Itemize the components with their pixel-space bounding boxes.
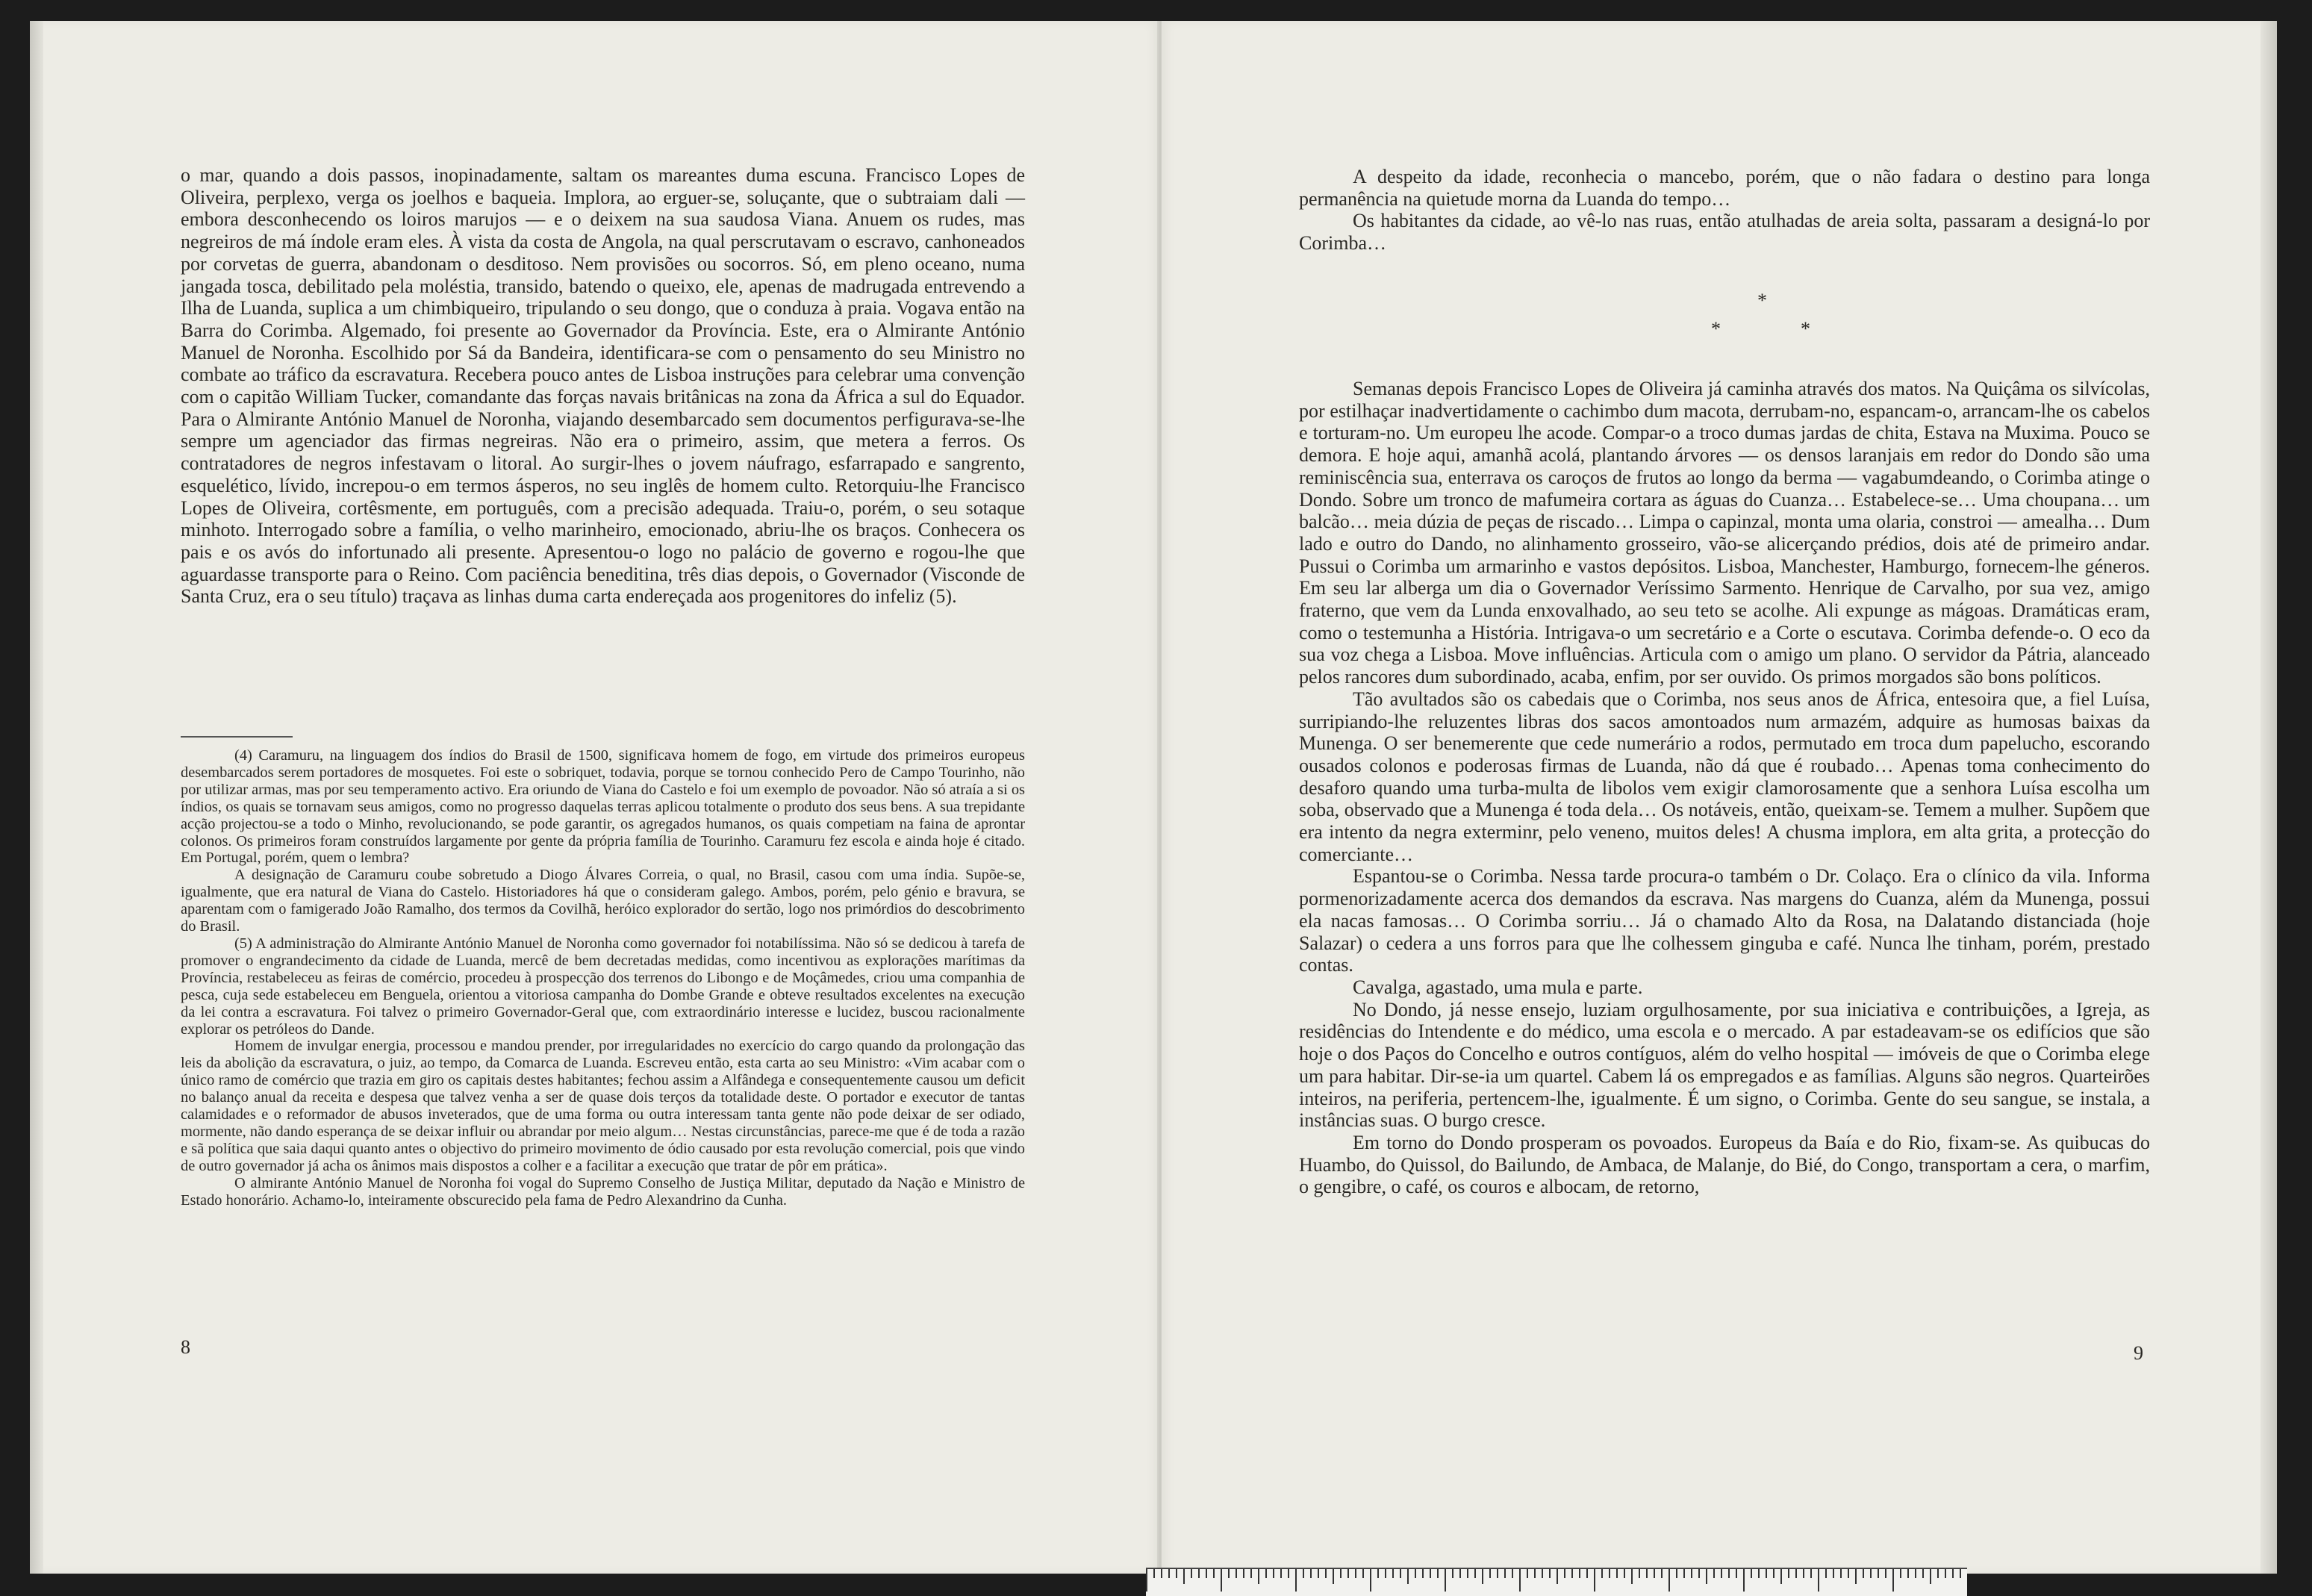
ruler-tick [1176,1569,1177,1578]
ruler-tick [1355,1569,1356,1578]
ruler-tick [1922,1569,1924,1578]
ruler-tick [1183,1569,1185,1584]
ruler-tick [1430,1569,1431,1578]
ruler-tick [1400,1569,1401,1578]
ruler-tick [1213,1569,1215,1578]
ruler-tick [1713,1569,1715,1578]
ruler-tick [1706,1569,1707,1584]
ruler-tick [1236,1569,1237,1578]
ruler-tick [1676,1569,1677,1578]
ruler-tick [1900,1569,1901,1578]
page-edge-left [30,21,43,1574]
ruler-tick [1370,1569,1371,1592]
ruler-tick [1168,1569,1170,1578]
ruler-tick [1795,1569,1797,1578]
ruler-tick [1557,1569,1558,1584]
left-body-text [181,164,1025,608]
ruler-tick [1385,1569,1386,1578]
ruler-tick [1153,1569,1155,1578]
ruler-tick [1191,1569,1192,1578]
ruler-tick [1654,1569,1655,1578]
ruler-tick [1780,1569,1782,1584]
body-paragraph: No Dondo, já nesse ensejo, luziam orgulhosamente, por sua iniciativa e contribuições, a Igreja, as residências do Intendente e do médico, uma escola e o mercado. A par estadeavam-se os edifícios que são hoje o dos Paços do Concelho e outros contíguos, além do velho hospital — imóveis de que o Corimba elege um para habitar. Dir-se-ia um quartel. Cabem lá os empregados e as famílias. Alguns são negros. Quarteirões inteiros, na periferia, pertencem-lhe, igualmente. É um signo, o Corimba. Gente do seu sangue, se instala, a instâncias suas. O burgo cresce. [1299,998,2150,1132]
ruler-tick [1347,1569,1349,1578]
ruler-tick [1407,1569,1409,1584]
ruler-tick [1855,1569,1857,1584]
ruler-tick [1273,1569,1274,1578]
ruler-tick [1721,1569,1722,1578]
footnote-5-paragraph-2: Homem de invulgar energia, processou e mandou prender, por irregularidades no exercício do cargo quando da prolongação das leis da abolição da escravatura, o juiz, ao tempo, da Comarca de Luanda. Escreveu então, esta carta ao seu Ministro: «Vim acabar com o único ramo de comércio que trazia em giro os capitais destes habitantes; fechou assim a Alfândega e consequentemente causou um deficit no balanço anual da receita e despesa que talvez venha a ser de quase dois terços da totalidade deste. O portador e executor de tantas calamidades e o reformador de abusos inveterados, que de uma forma ou outra interessam tanta gente não pode deixar de ser odiado, mormente, não dando esperança de se deixar influir ou abrandar por meio algum… Nestas circunstâncias, parece-me que é de toda a razão e sã política que saia daqui quanto antes o objectivo do primeiro movimento de ódio causado por esta revolução comercial, pois que vindo de outro governador já acha os ânimos mais dispostos a colher e a facilitar a execução que tratar de pôr em prática». [181,1038,1025,1174]
ruler-tick [1422,1569,1424,1578]
ruler-tick [1691,1569,1692,1578]
ruler-tick [1840,1569,1842,1578]
ruler-tick [1258,1569,1259,1584]
ruler-tick [1945,1569,1946,1578]
ruler-tick [1736,1569,1737,1578]
ruler-tick [1362,1569,1364,1578]
ruler-tick [1810,1569,1812,1578]
ruler-tick [1616,1569,1618,1578]
body-paragraph: Cavalga, agastado, uma mula e parte. [1353,976,1643,998]
footnote-4-continued: A designação de Caramuru coube sobretudo a Diogo Álvares Correia, o qual, no Brasil, casou com uma índia. Supõe-se, igualmente, que era natural de Viana do Castelo. Historiadores há que o consideram galego. Ambos, porém, pelo génio e bravura, se aparentam com o famigerado João Ramalho, dos termos da Covilhã, heróico explorador do sertão, logo nos primórdios do descobrimento do Brasil. [181,867,1025,935]
ruler-tick [1318,1569,1319,1578]
ruler-tick [1952,1569,1954,1578]
ruler-tick [1415,1569,1416,1578]
ruler-tick [1504,1569,1506,1578]
ruler-tick [1459,1569,1461,1578]
ruler-tick [1788,1569,1789,1578]
ruler-tick [1668,1569,1670,1592]
intro-paragraph: A despeito da idade, reconhecia o mancebo, porém, que o não fadara o destino para longa permanência na quietude morna da Luanda do tempo… [1299,166,2150,210]
ruler-tick [1885,1569,1886,1578]
ruler-tick [1766,1569,1767,1578]
separator-asterisk: * [1757,290,1767,311]
footnote-4: (4) Caramuru, na linguagem dos índios do Brasil de 1500, significava homem de fogo, em virtude dos primeiros europeus desembarcados serem portadores de mosquetes. Foi este o sobriquet, todavia, porque se tornou conhecido Pero de Campo Tourinho, não por utilizar armas, mas por seu temperamento activo. Era oriundo de Viana do Castelo e foi um exemplo de povoador. Não só atraía a si os índios, os quais se tornavam seus amigos, como no progresso daquelas terras aplicou totalmente o produto dos seus bens. A sua trepidante acção projectou-se a todo o Minho, revolucionando, se pode garantir, os agregados humanos, os quais competiam na faina de aprontar colonos. Os primeiros foram construídos largamente por gente da própria família de Tourinho. Caramuru fez escola e ainda hoje é citado. Em Portugal, porém, quem o lembra? [181,747,1025,867]
ruler-tick [1915,1569,1916,1578]
ruler-tick [1280,1569,1282,1578]
ruler-tick [1146,1569,1147,1592]
ruler-tick [1482,1569,1483,1584]
ruler-tick [1489,1569,1491,1578]
ruler-tick [1818,1569,1819,1592]
ruler-tick [1310,1569,1312,1578]
body-paragraph: Tão avultados são os cabedais que o Corimba, nos seus anos de África, entesoira que, a fiel Luísa, surripiando-lhe reluzentes libras dos sacos amontoados num armazém, adquire as humosas baixas da Munenga. O ser benemerente que cede numerário a rodos, permutado em troca dum papelucho, escorando ousados colonos e poderosas firmas de Luanda, não dá que é roubado… Apenas toma conhecimento do desaforo quando uma turba-multa de libolos vem exigir clamorosamente que a senhora Luísa escolha um soba, observado que a Munenga é toda dela… Os notáveis, então, queixam-se. Temem a mulher. Supõem que era intento da negra exterminr, pelo veneno, muitos deles! A chusma implora, em alta grita, a protecção do comerciante… [1299,688,2150,865]
ruler-tick [1228,1569,1230,1578]
ruler-tick [1698,1569,1700,1578]
ruler-tick [1250,1569,1252,1578]
ruler-tick [1542,1569,1543,1578]
ruler-tick [1758,1569,1760,1578]
ruler-tick [1340,1569,1342,1578]
ruler-tick [1892,1569,1894,1592]
ruler-tick [1512,1569,1513,1578]
ruler-tick [1295,1569,1297,1592]
ruler-tick [1870,1569,1872,1578]
ruler-tick [1445,1569,1446,1592]
ruler-tick [1325,1569,1327,1578]
ruler-tick [1161,1569,1162,1578]
ruler-tick [1243,1569,1244,1578]
scan-ruler [1146,1568,1967,1596]
separator-asterisk: * [1801,318,1810,340]
page-number-right: 9 [2134,1342,2143,1364]
ruler-tick [1825,1569,1827,1578]
ruler-tick [1631,1569,1633,1584]
footnote-rule [181,736,293,738]
ruler-tick [1728,1569,1730,1578]
ruler-tick [1527,1569,1528,1578]
body-paragraph: o mar, quando a dois passos, inopinadamente, saltam os mareantes duma escuna. Francisco Lopes de Oliveira, perplexo, verga os joelhos e baqueia. Implora, ao erguer-se, soluçante, que o subtraiam dali — embora desconhecendo os loiros marujos — e o deixem na sua saudosa Viana. Anuem os rudes, mas negreiros de má índole eram eles. À vista da costa de Angola, na qual perscrutavam o escravo, canhoneados por corvetas de guerra, abandonam o desditoso. Nem provisões ou socorros. Só, em pleno oceano, numa jangada tosca, debilitado pela moléstia, transido, batendo o queixo, ele, apenas de madrugada entrevendo a Ilha de Luanda, suplica a um chimbiqueiro, tripulando o seu dongo, que o conduza à praia. Vogava então na Barra do Corimba. Algemado, foi presente ao Governador da Província. Este, era o Almirante António Manuel de Noronha. Escolhido por Sá da Bandeira, identificara-se com o pensamento do seu Ministro no combate ao tráfico da escravatura. Recebera pouco antes de Lisboa instruções para celebrar uma convenção com o capitão William Tucker, comandante das forças navais britânicas na zona da África a sul do Equador. Para o Almirante António Manuel de Noronha, viajando desembarcado sem documentos perfigurava-se-lhe sempre um agenciador das firmas negreiras. Não era o primeiro, assim, que metera a ferros. Os contratadores de negros infestavam o litoral. Ao surgir-lhes o jovem náufrago, esfarrapado e sangrento, esquelético, lívido, increpou-o em termos ásperos, no seu inglês de homem culto. Retorquiu-lhe Francisco Lopes de Oliveira, cortêsmente, em português, com a precisão adequada. Traiu-o, porém, o seu sotaque minhoto. Interrogado sobre a família, o velho marinheiro, emocionado, abriu-lhe os braços. Conhecera os pais e os avós do infortunado ali presente. Apresentou-o logo no palácio de governo e rogou-lhe que aguardasse transporte para o Reino. Com paciência beneditina, três dias depois, o Governador (Visconde de Santa Cruz, era o seu título) traçava as linhas duma carta endereçada aos progenitores do infeliz (5). [181,164,1025,608]
separator-asterisk: * [1711,318,1721,340]
ruler-tick [1803,1569,1804,1578]
ruler-tick [1773,1569,1774,1578]
ruler-tick [1646,1569,1648,1578]
ruler-tick [1198,1569,1200,1578]
ruler-tick [1333,1569,1334,1584]
ruler-tick [1392,1569,1394,1578]
ruler-tick [1519,1569,1521,1592]
ruler-tick [1960,1569,1961,1578]
left-page [30,21,1159,1574]
right-body-text [1299,378,2150,1198]
ruler-tick [1221,1569,1222,1592]
ruler-tick [1930,1569,1931,1584]
footnote-5-paragraph-3: O almirante António Manuel de Noronha foi vogal do Supremo Conselho de Justiça Militar, deputado da Nação e Ministro de Estado honorário. Achamo-lo, inteiramente obscurecido pela fama de Pedro Alexandrino da Cunha. [181,1174,1025,1209]
body-paragraph: Em torno do Dondo prosperam os povoados. Europeus da Baía e do Rio, fixam-se. As quibucas do Huambo, do Quissol, do Bailundo, de Ambaca, de Malanje, do Bié, do Congo, transportam a cera, o marfim, o gengibre, o café, os couros e albocam, de retorno, [1299,1131,2150,1198]
ruler-tick [1586,1569,1588,1578]
ruler-tick [1594,1569,1595,1592]
footnotes [181,747,1025,1209]
ruler-tick [1564,1569,1565,1578]
ruler-tick [1452,1569,1453,1578]
ruler-tick [1609,1569,1610,1578]
ruler-tick [1265,1569,1267,1578]
ruler-tick [1848,1569,1849,1578]
ruler-tick [1601,1569,1603,1578]
ruler-tick [1377,1569,1379,1578]
page-number-left: 8 [181,1336,190,1358]
ruler-tick [1751,1569,1752,1578]
ruler-tick [1624,1569,1625,1578]
page-edge-right [2260,21,2277,1574]
ruler-tick [1549,1569,1551,1578]
ruler-tick [1437,1569,1439,1578]
ruler-tick [1937,1569,1939,1578]
ruler-tick [1907,1569,1909,1578]
ruler-tick [1571,1569,1573,1578]
ruler-tick [1639,1569,1640,1578]
ruler-tick [1661,1569,1663,1578]
ruler-tick [1474,1569,1476,1578]
ruler-tick [1683,1569,1685,1578]
ruler-tick [1878,1569,1879,1578]
book-spread [30,21,2277,1574]
ruler-tick [1303,1569,1304,1578]
body-paragraph: Semanas depois Francisco Lopes de Oliveira já caminha através dos matos. Na Quiçâma os silvícolas, por estilhaçar inadvertidamente o cachimbo dum macota, derrubam-no, espancam-o, arrancam-lhe os cabelos e torturam-no. Um europeu lhe acode. Compar-o a troco dumas jardas de chita, Estava na Muxima. Pouco se demora. E hoje aqui, amanhã acolá, plantando árvores — os densos laranjais em redor do Dondo são uma reminiscência sua, enterrava os caroços de frutos ao longo da berma — vagabumdeando, o Corimba atinge o Dondo. Sobre um tronco de mafumeira cortara as águas do Cuanza… Estabelece-se… Uma choupana… um balcão… meia dúzia de peças de riscado… Limpa o capinzal, monta uma olaria, constroi — amealha… Dum lado e outro do Dando, no alinhamento grosseiro, vão-se alicerçando prédios, dois até de primeiro andar. Pussui o Corimba um armarinho e vastos depósitos. Lisboa, Manchester, Hamburgo, fornecem-lhe géneros. Em seu lar alberga um dia o Governador Veríssimo Sarmento. Henrique de Carvalho, por sua vez, amigo fraterno, que vem da Lunda enxovalhado, ao seu teto se acolhe. Ali expunge as mágoas. Dramáticas eram, como o testemunha a História. Intrigava-o um secretário e a Corte o escutava. Corimba defende-o. O eco da sua voz chega a Lisboa. Move influências. Articula com o amigo um plano. O servidor da Pátria, alanceado pelos rancores dum subordinado, acaba, enfim, por ser ouvido. Os primos morgados são bons políticos. [1299,378,2150,688]
section-separator [1635,290,1859,357]
body-paragraph: Espantou-se o Corimba. Nessa tarde procura-o também o Dr. Colaço. Era o clínico da vila. Informa pormenorizadamente acerca dos demandos da escrava. Nas margens do Cuanza, além da Munenga, possui ela nacas famosas… O Corimba sorriu… Já o chamado Alto da Rosa, na Dalatando distanciada (hoje Salazar) o cedera a uns forros para que lhe colhessem ginguba e café. Nunca lhe tinham, porém, prestado contas. [1299,865,2150,976]
ruler-tick [1497,1569,1498,1578]
ruler-tick [1206,1569,1207,1578]
ruler-tick [1833,1569,1834,1578]
ruler-tick [1288,1569,1289,1578]
ruler-tick [1863,1569,1864,1578]
ruler-tick [1743,1569,1745,1592]
intro-paragraph: Os habitantes da cidade, ao vê-lo nas ruas, então atulhadas de areia solta, passaram a designá-lo por Corimba… [1299,210,2150,255]
right-intro-text [1299,166,2150,255]
ruler-tick [1534,1569,1536,1578]
ruler-tick [1467,1569,1468,1578]
footnote-5: (5) A administração do Almirante António Manuel de Noronha como governador foi notabilíssima. Não só se dedicou à tarefa de promover o engrandecimento da cidade de Luanda, mercê de bem decretadas medidas, como incentivou as explorações marítimas da Província, restabeleceu as feiras de comércio, procedeu à prospecção dos terrenos do Libongo e de Moçâmedes, criou uma companhia de pesca, cuja sede estabeleceu em Benguela, orientou a vitoriosa campanha do Dombe Grande e obteve resultados excelentes na execução da lei contra a escravatura. Foi talvez o primeiro Governador-Geral que, com extraordinário interesse e lucidez, buscou racionalmente explorar os petróleos do Dande. [181,935,1025,1038]
ruler-tick [1579,1569,1580,1578]
